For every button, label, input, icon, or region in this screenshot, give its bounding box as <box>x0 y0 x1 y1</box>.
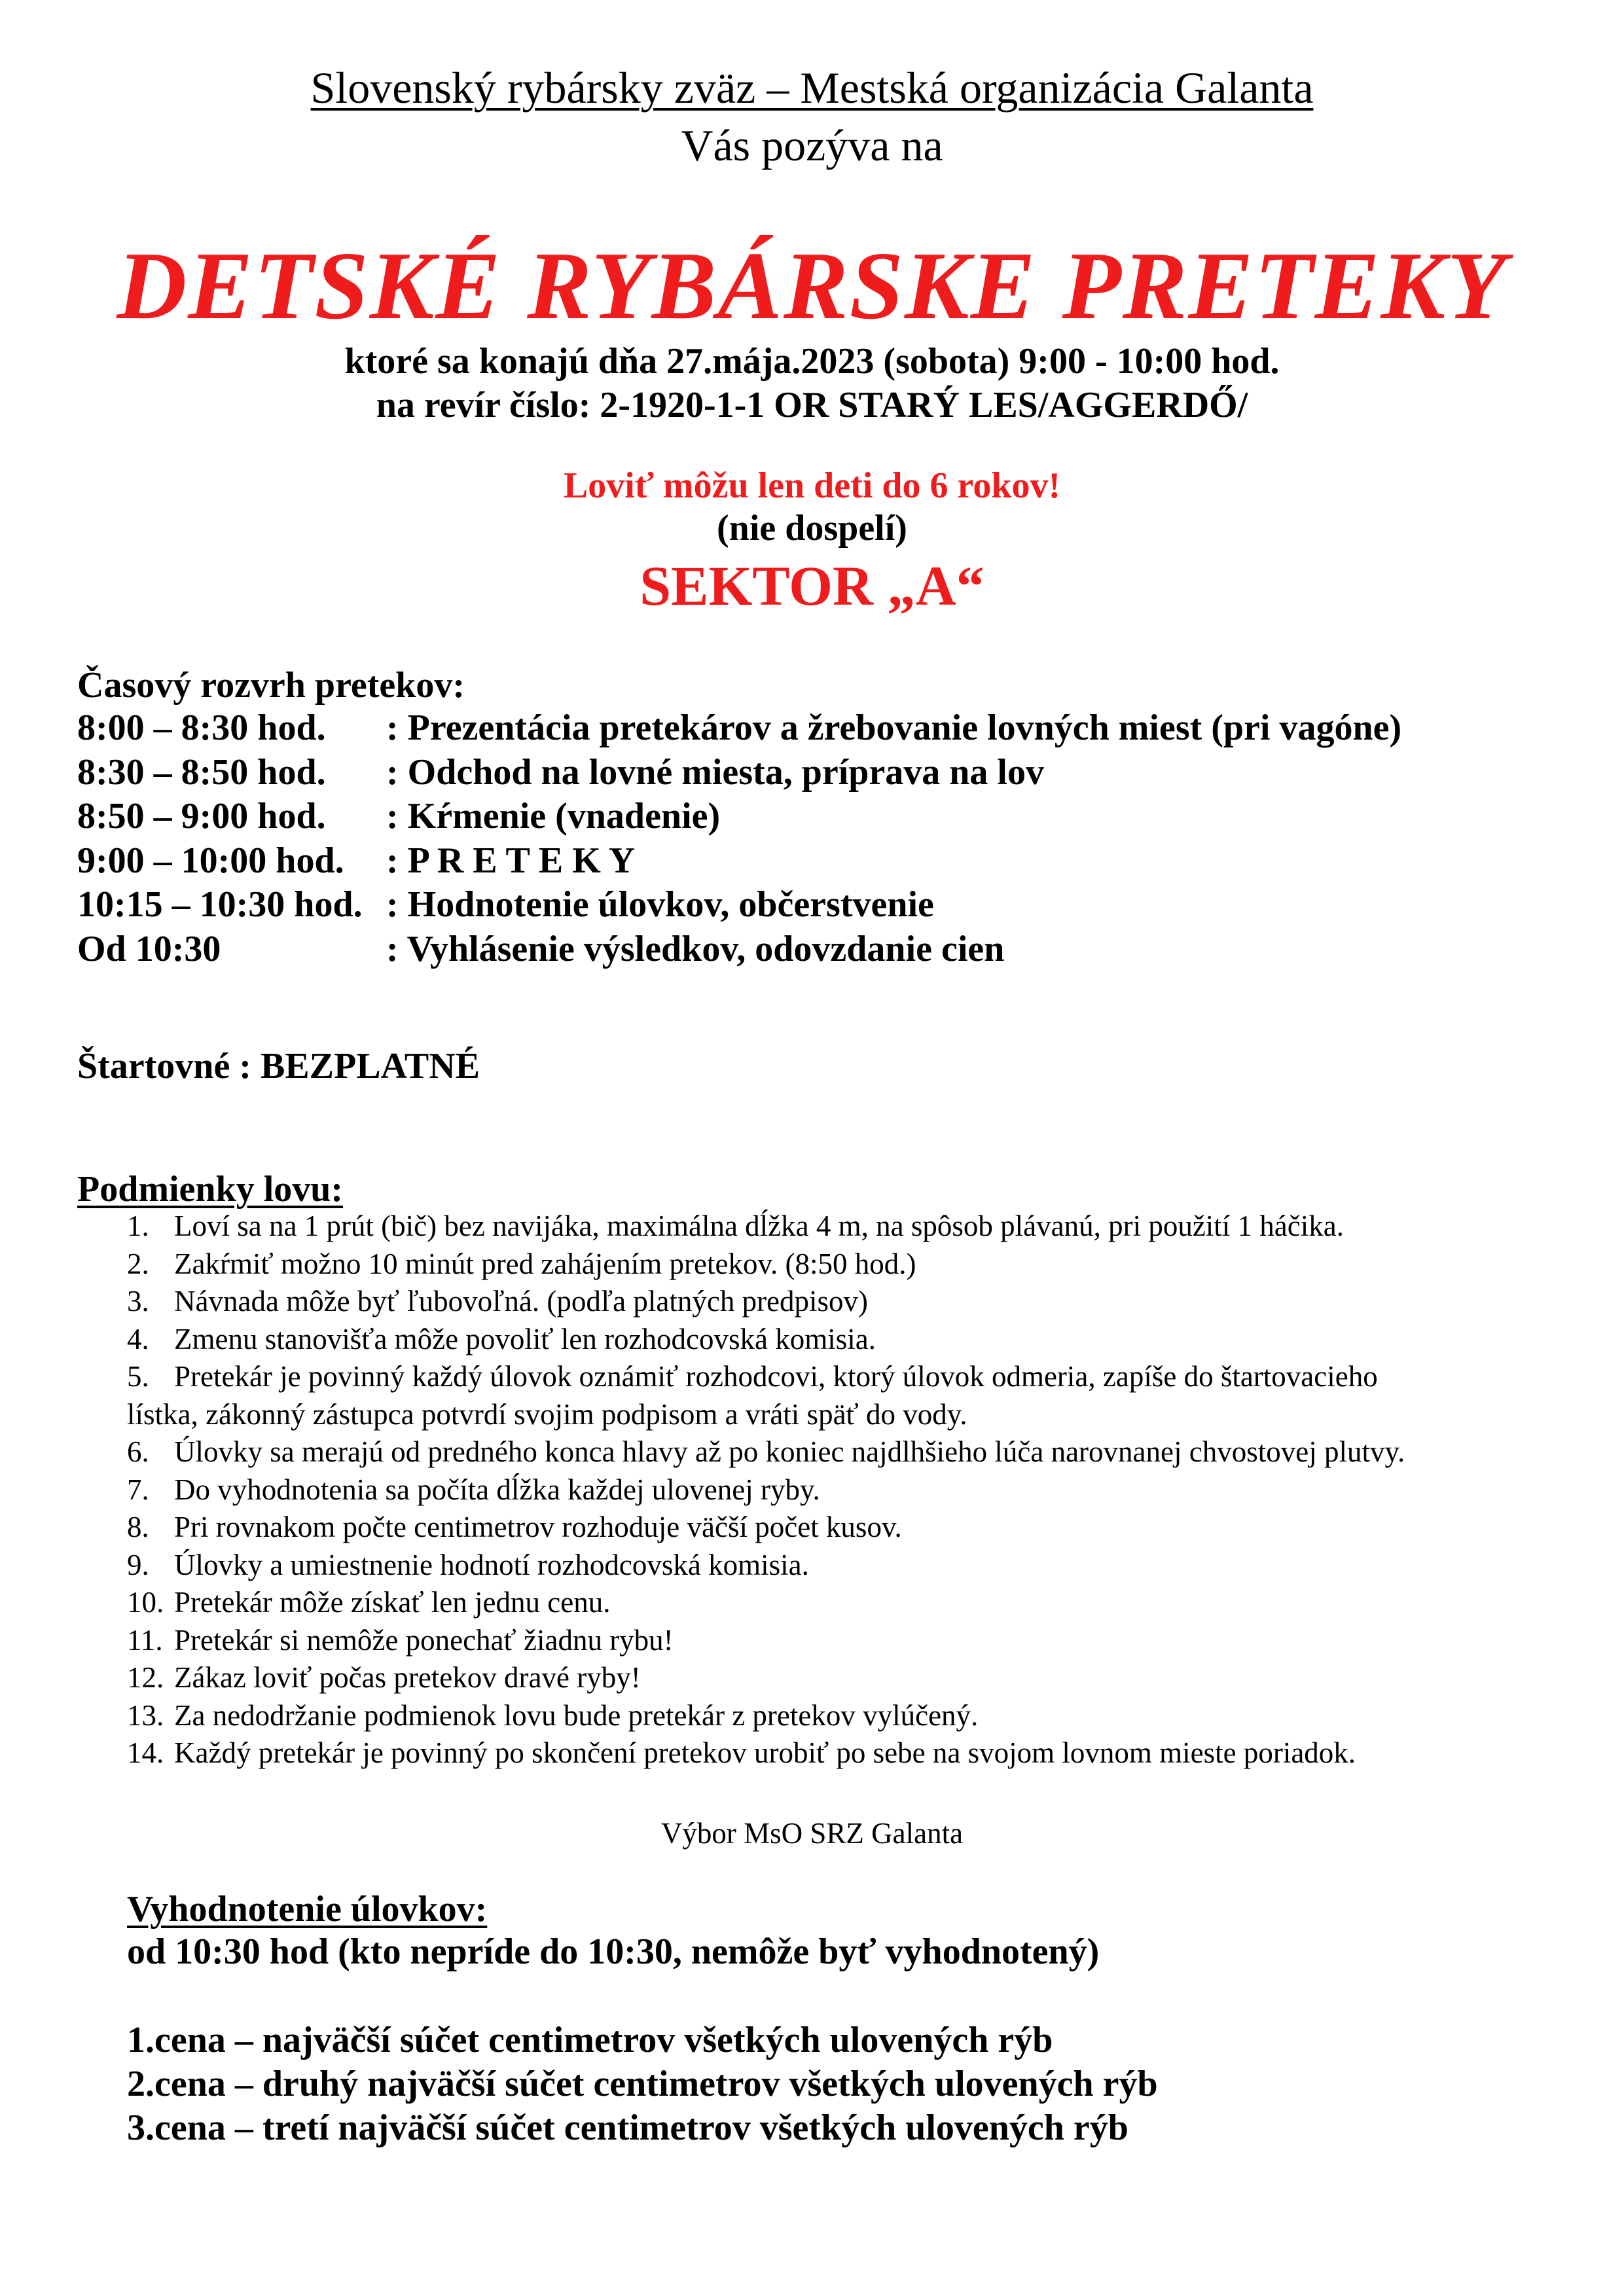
schedule-time: Od 10:30 <box>77 928 221 969</box>
conditions-list <box>127 1208 1567 1772</box>
condition-number: 10. <box>127 1586 164 1619</box>
condition-item <box>127 1509 1567 1547</box>
conditions-title: Podmienky lovu: <box>77 1169 344 1210</box>
condition-item <box>127 1547 1567 1585</box>
schedule-table <box>77 707 1401 972</box>
condition-number: 7. <box>127 1473 149 1506</box>
condition-item <box>127 1584 1567 1622</box>
condition-text: Úlovky a umiestnenie hodnotí rozhodcovská komisia. <box>174 1548 809 1581</box>
condition-number: 12. <box>127 1661 164 1694</box>
event-title: DETSKÉ RYBÁRSKE PRETEKY <box>117 232 1507 340</box>
condition-continuation: lístka, zákonný zástupca potvrdí svojim podpisom a vráti späť do vody. <box>127 1397 967 1431</box>
schedule-row <box>77 707 1401 751</box>
schedule-row <box>77 840 1401 884</box>
condition-text: Pretekár si nemôže ponechať žiadnu rybu! <box>174 1623 674 1657</box>
organization-name: Slovenský rybársky zväz – Mestská organizácia Galanta <box>310 63 1314 113</box>
condition-item <box>127 1659 1567 1697</box>
schedule-time: 8:50 – 9:00 hod. <box>77 796 326 836</box>
schedule-time: 10:15 – 10:30 hod. <box>77 884 363 925</box>
prize-item: 3.cena – tretí najväčší súčet centimetrov všetkých ulovených rýb <box>127 2108 1128 2148</box>
event-location-line: na revír číslo: 2-1920-1-1 OR STARÝ LES/AGGERDŐ/ <box>376 385 1248 425</box>
age-restriction-note: Loviť môžu len deti do 6 rokov! <box>563 465 1061 506</box>
condition-item <box>127 1283 1567 1321</box>
condition-item <box>127 1734 1567 1772</box>
prize-item: 1.cena – najväčší súčet centimetrov všetkých ulovených rýb <box>127 2020 1053 2060</box>
sector-label: SEKTOR „A“ <box>640 554 984 617</box>
condition-item <box>127 1433 1567 1471</box>
schedule-activity: : Odchod na lovné miesta, príprava na lov <box>386 751 1044 793</box>
prizes-list <box>127 2019 1158 2151</box>
condition-item <box>127 1321 1567 1359</box>
condition-item <box>127 1471 1567 1509</box>
condition-text: Zmenu stanovišťa môže povoliť len rozhodcovská komisia. <box>174 1322 876 1355</box>
condition-text: Za nedodržanie podmienok lovu bude pretekár z pretekov vylúčený. <box>174 1698 979 1732</box>
condition-item <box>127 1358 1567 1396</box>
condition-text: Každý pretekár je povinný po skončení pretekov urobiť po sebe na svojom lovnom mieste poriadok. <box>174 1736 1356 1769</box>
condition-number: 13. <box>127 1698 164 1732</box>
condition-text: Do vyhodnotenia sa počíta dĺžka každej ulovenej ryby. <box>174 1473 820 1506</box>
schedule-activity: : Prezentácia pretekárov a žrebovanie lovných miest (pri vagóne) <box>386 708 1402 748</box>
schedule-activity: : Kŕmenie (vnadenie) <box>386 796 721 836</box>
schedule-row <box>77 795 1401 840</box>
evaluation-title: Vyhodnotenie úlovkov: <box>127 1889 488 1929</box>
entry-fee: Štartovné : BEZPLATNÉ <box>77 1046 480 1086</box>
schedule-time: 8:30 – 8:50 hod. <box>77 751 326 793</box>
schedule-time: 9:00 – 10:00 hod. <box>77 840 344 881</box>
schedule-activity: : Hodnotenie úlovkov, občerstvenie <box>386 884 934 925</box>
condition-number: 6. <box>127 1435 149 1468</box>
condition-text: Zákaz loviť počas pretekov dravé ryby! <box>174 1661 641 1694</box>
condition-item <box>127 1208 1567 1246</box>
condition-text: Loví sa na 1 prút (bič) bez navijáka, maximálna dĺžka 4 m, na spôsob plávanú, pri použití 1 háčika. <box>174 1210 1344 1242</box>
condition-text: Návnada môže byť ľubovoľná. (podľa platných predpisov) <box>174 1285 869 1318</box>
event-date-line: ktoré sa konajú dňa 27.mája.2023 (sobota) 9:00 - 10:00 hod. <box>344 341 1280 382</box>
condition-number: 4. <box>127 1322 149 1355</box>
schedule-activity: : P R E T E K Y <box>386 840 636 881</box>
condition-number: 9. <box>127 1548 149 1581</box>
schedule-title: Časový rozvrh pretekov: <box>77 665 465 706</box>
condition-text: Úlovky sa merajú od predného konca hlavy až po koniec najdlhšieho lúča narovnanej chvostovej plutvy. <box>174 1435 1405 1468</box>
schedule-row <box>77 751 1401 796</box>
condition-number: 8. <box>127 1511 149 1543</box>
condition-number: 14. <box>127 1736 164 1769</box>
schedule-row <box>77 884 1401 928</box>
prize-item: 2.cena – druhý najväčší súčet centimetrov všetkých ulovených rýb <box>127 2064 1158 2104</box>
evaluation-time: od 10:30 hod (kto nepríde do 10:30, nemôže byť vyhodnotený) <box>127 1931 1100 1972</box>
schedule-row <box>77 928 1401 973</box>
invite-line: Vás pozýva na <box>681 120 943 170</box>
condition-text: Pretekár môže získať len jednu cenu. <box>174 1586 611 1619</box>
condition-item <box>127 1622 1567 1660</box>
adults-note: (nie dospelí) <box>717 508 907 548</box>
condition-number: 3. <box>127 1285 149 1318</box>
condition-item <box>127 1246 1567 1283</box>
condition-number: 5. <box>127 1360 149 1393</box>
condition-number: 1. <box>127 1210 149 1242</box>
condition-text: Zakŕmiť možno 10 minút pred zahájením pretekov. (8:50 hod.) <box>174 1247 916 1280</box>
committee-signature: Výbor MsO SRZ Galanta <box>660 1817 964 1850</box>
schedule-activity: : Vyhlásenie výsledkov, odovzdanie cien <box>386 928 1005 969</box>
organization-heading <box>0 62 1624 114</box>
condition-text: Pretekár je povinný každý úlovok oznámiť rozhodcovi, ktorý úlovok odmeria, zapíše do štartovacieho <box>174 1360 1378 1393</box>
condition-text: Pri rovnakom počte centimetrov rozhoduje väčší počet kusov. <box>174 1511 902 1543</box>
condition-number: 2. <box>127 1247 149 1280</box>
condition-item <box>127 1697 1567 1735</box>
schedule-time: 8:00 – 8:30 hod. <box>77 708 326 748</box>
condition-number: 11. <box>127 1623 163 1657</box>
